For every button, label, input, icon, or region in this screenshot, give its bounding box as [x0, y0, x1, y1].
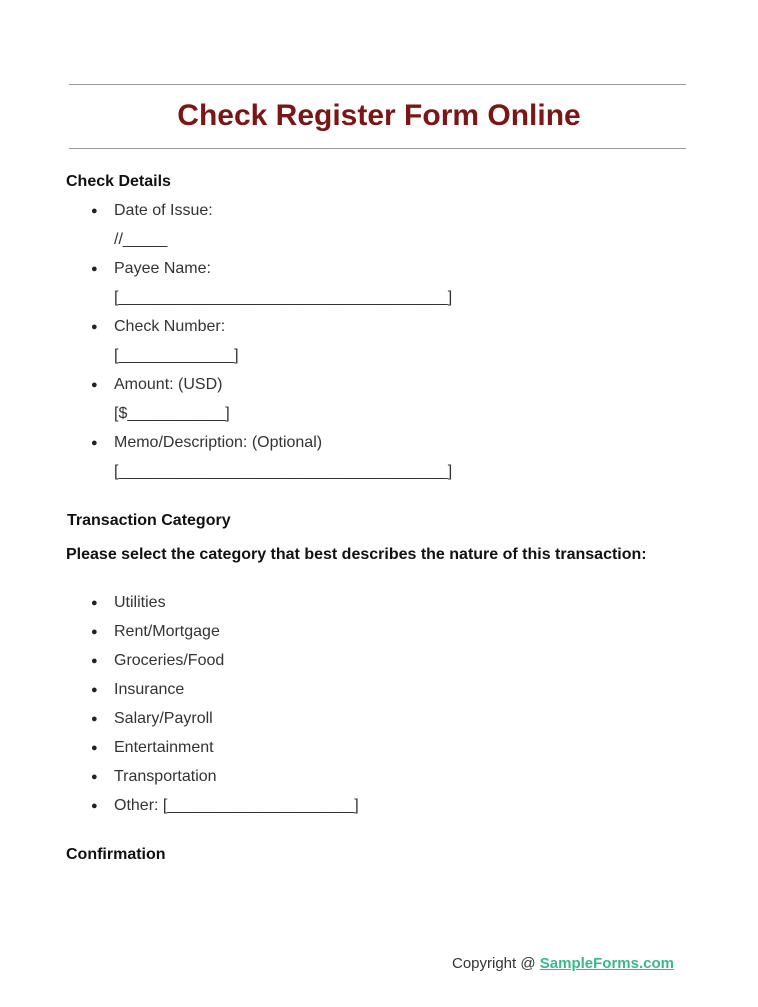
check-number-label: Check Number:: [114, 318, 226, 335]
bullet-icon: ●: [91, 713, 98, 725]
bullet-icon: ●: [91, 379, 98, 391]
bullet-icon: ●: [91, 321, 98, 333]
sampleforms-link[interactable]: SampleForms.com: [539, 955, 674, 972]
bullet-icon: ●: [91, 655, 98, 667]
category-option-groceries-food[interactable]: Groceries/Food: [114, 652, 225, 669]
category-option-other[interactable]: Other: [_____________________]: [114, 797, 359, 814]
payee-name-label: Payee Name:: [114, 260, 211, 277]
memo-field[interactable]: [_____________________________________]: [114, 463, 453, 480]
payee-name-field[interactable]: [_____________________________________]: [114, 289, 453, 306]
memo-label: Memo/Description: (Optional): [114, 434, 323, 451]
amount-label: Amount: (USD): [114, 376, 223, 393]
bullet-icon: ●: [91, 626, 98, 638]
date-of-issue-label: Date of Issue:: [114, 202, 213, 219]
bullet-icon: ●: [91, 597, 98, 609]
category-option-utilities[interactable]: Utilities: [114, 594, 166, 611]
category-instruction: Please select the category that best describes the nature of this transaction:: [66, 546, 647, 563]
category-option-insurance[interactable]: Insurance: [114, 681, 185, 698]
amount-field[interactable]: [$___________]: [114, 405, 230, 422]
bullet-icon: ●: [91, 263, 98, 275]
category-option-rent-mortgage[interactable]: Rent/Mortgage: [114, 623, 220, 640]
date-of-issue-field[interactable]: //_____: [114, 231, 168, 248]
bullet-icon: ●: [91, 437, 98, 449]
bullet-icon: ●: [91, 800, 98, 812]
title-rule-top: [69, 84, 686, 85]
category-option-entertainment[interactable]: Entertainment: [114, 739, 214, 756]
copyright-footer: [452, 954, 674, 974]
bullet-icon: ●: [91, 771, 98, 783]
category-option-salary-payroll[interactable]: Salary/Payroll: [114, 710, 213, 727]
check-number-field[interactable]: [_____________]: [114, 347, 239, 364]
bullet-icon: ●: [91, 684, 98, 696]
page-title: Check Register Form Online: [177, 99, 581, 132]
title-rule-bottom: [69, 148, 686, 149]
bullet-icon: ●: [91, 742, 98, 754]
confirmation-heading: Confirmation: [66, 846, 166, 863]
copyright-prefix: Copyright @: [452, 955, 540, 972]
category-option-transportation[interactable]: Transportation: [114, 768, 217, 785]
transaction-category-heading: Transaction Category: [67, 512, 231, 529]
check-details-heading: Check Details: [66, 173, 171, 190]
bullet-icon: ●: [91, 205, 98, 217]
